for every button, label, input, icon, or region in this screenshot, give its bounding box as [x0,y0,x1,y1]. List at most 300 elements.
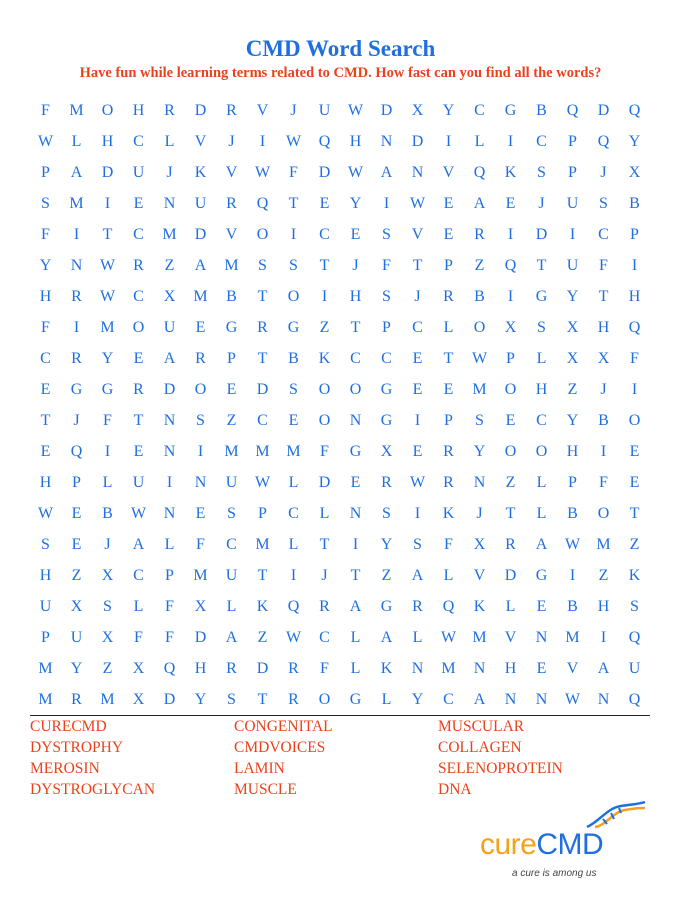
grid-letter: J [321,567,328,584]
grid-letter: A [411,567,424,584]
grid-letter: Z [319,319,330,336]
grid-letter: O [287,288,300,305]
grid-letter: S [289,257,298,274]
grid-letter: I [631,381,638,398]
grid-row [30,591,650,622]
grid-letter: O [318,412,331,429]
grid-letter: J [600,164,607,181]
grid-letter: I [73,226,80,243]
grid-letter: Y [411,691,424,708]
grid-letter: L [319,505,330,522]
grid-letter: Q [318,133,331,150]
grid-letter: D [411,133,424,150]
grid-letter: Q [473,164,486,181]
grid-letter: S [41,195,50,212]
grid-letter: T [257,567,268,584]
grid-letter: M [255,536,270,553]
grid-letter: P [444,257,453,274]
grid-letter: L [133,598,144,615]
grid-letter: I [290,226,297,243]
grid-letter: X [473,536,486,553]
grid-letter: I [259,133,266,150]
grid-row [30,684,650,715]
grid-letter: Q [566,102,579,119]
grid-letter: G [380,381,393,398]
grid-letter: M [596,536,611,553]
grid-letter: E [40,381,51,398]
grid-letter: T [40,412,51,429]
grid-letter: R [474,226,485,243]
grid-letter: F [320,443,329,460]
grid-row [30,405,650,436]
grid-letter: R [133,381,144,398]
grid-letter: Y [473,443,486,460]
grid-letter: K [504,164,517,181]
grid-letter: H [566,443,579,460]
grid-letter: N [194,474,207,491]
grid-letter: E [71,505,82,522]
grid-letter: D [256,381,269,398]
grid-letter: G [535,288,548,305]
grid-letter: I [383,195,390,212]
grid-letter: Q [628,629,641,646]
grid-letter: C [133,226,144,243]
grid-letter: P [630,226,639,243]
grid-letter: D [256,660,269,677]
grid-letter: F [41,102,50,119]
grid-letter: S [382,288,391,305]
word-list-item: CMDVOICES [234,739,326,756]
grid-letter: H [504,660,517,677]
word-list-item: MEROSIN [30,760,100,777]
grid-letter: B [474,288,485,305]
grid-letter: F [599,257,608,274]
grid-letter: W [347,164,364,181]
grid-letter: A [70,164,83,181]
grid-row [30,219,650,250]
word-list-item: MUSCLE [234,781,297,798]
grid-letter: N [411,660,424,677]
grid-letter: I [414,412,421,429]
grid-letter: Y [70,660,83,677]
grid-letter: O [597,505,610,522]
grid-letter: Z [505,474,516,491]
grid-letter: I [414,505,421,522]
grid-letter: X [101,567,114,584]
grid-letter: P [568,133,577,150]
grid-letter: Q [504,257,517,274]
grid-letter: M [162,226,177,243]
grid-letter: W [409,474,426,491]
grid-letter: H [349,133,362,150]
grid-letter: O [535,443,548,460]
grid-letter: W [440,629,457,646]
grid-letter: W [254,474,271,491]
grid-letter: W [37,133,54,150]
grid-letter: J [290,102,297,119]
grid-letter: U [70,629,83,646]
grid-letter: Y [380,536,393,553]
grid-letter: D [101,164,114,181]
grid-row [30,498,650,529]
grid-letter: E [412,350,423,367]
grid-letter: G [535,567,548,584]
grid-letter: Y [349,195,362,212]
grid-letter: T [257,691,268,708]
grid-letter: F [630,350,639,367]
grid-letter: N [473,660,486,677]
grid-letter: C [133,288,144,305]
grid-letter: O [504,443,517,460]
grid-letter: T [629,505,640,522]
grid-letter: C [598,226,609,243]
grid-letter: N [411,164,424,181]
grid-letter: M [286,443,301,460]
grid-letter: U [566,195,579,212]
grid-letter: J [352,257,359,274]
grid-letter: G [225,319,238,336]
grid-letter: I [197,443,204,460]
grid-letter: L [226,598,237,615]
grid-letter: L [350,629,361,646]
grid-letter: E [629,474,640,491]
grid-letter: D [535,226,548,243]
grid-letter: A [380,164,393,181]
page-title: CMD Word Search [245,36,436,61]
grid-letter: E [505,412,516,429]
grid-letter: S [227,691,236,708]
grid-letter: P [227,350,236,367]
grid-letter: W [130,505,147,522]
grid-letter: F [165,598,174,615]
grid-letter: Q [628,319,641,336]
grid-letter: F [289,164,298,181]
grid-letter: U [225,474,238,491]
grid-letter: W [409,195,426,212]
grid-letter: K [628,567,641,584]
grid-letter: R [443,443,454,460]
grid-letter: D [318,474,331,491]
grid-letter: U [318,102,331,119]
grid-letter: T [443,350,454,367]
grid-letter: Q [287,598,300,615]
grid-row [30,622,650,653]
grid-letter: S [630,598,639,615]
grid-letter: E [133,443,144,460]
grid-letter: U [163,319,176,336]
word-list-item: COLLAGEN [438,739,522,756]
grid-letter: Z [71,567,82,584]
grid-letter: A [225,629,238,646]
grid-letter: H [101,133,114,150]
grid-letter: E [350,474,361,491]
grid-letter: K [380,660,393,677]
grid-letter: R [226,102,237,119]
grid-letter: U [194,195,207,212]
grid-row [30,467,650,498]
grid-letter: B [226,288,237,305]
grid-letter: N [504,691,517,708]
grid-letter: H [194,660,207,677]
grid-row [30,250,650,281]
grid-letter: D [163,691,176,708]
divider [30,715,650,716]
grid-letter: Y [39,257,52,274]
grid-letter: N [349,412,362,429]
grid-letter: J [414,288,421,305]
grid-letter: M [69,102,84,119]
grid-letter: R [412,598,423,615]
grid-letter: Z [598,567,609,584]
grid-letter: I [104,195,111,212]
grid-letter: M [193,288,208,305]
grid-letter: S [382,505,391,522]
grid-letter: L [381,691,392,708]
grid-row [30,529,650,560]
grid-letter: W [471,350,488,367]
grid-letter: N [70,257,83,274]
grid-letter: O [349,381,362,398]
grid-letter: P [41,629,50,646]
grid-letter: H [39,567,52,584]
grid-letter: X [70,598,83,615]
grid-letter: X [194,598,207,615]
grid-letter: F [599,474,608,491]
logo-tagline: a cure is among us [512,868,597,879]
grid-letter: L [102,474,113,491]
grid-letter: Z [567,381,578,398]
grid-letter: X [380,443,393,460]
grid-letter: I [321,288,328,305]
grid-letter: B [288,350,299,367]
grid-letter: N [535,691,548,708]
grid-letter: X [132,660,145,677]
grid-letter: U [132,474,145,491]
dna-helix-icon [585,800,647,830]
grid-letter: D [194,102,207,119]
grid-letter: T [257,288,268,305]
grid-letter: H [535,381,548,398]
grid-letter: P [258,505,267,522]
grid-letter: D [504,567,517,584]
grid-letter: X [628,164,641,181]
grid-letter: W [285,629,302,646]
grid-letter: H [39,288,52,305]
grid-letter: N [535,629,548,646]
grid-letter: P [506,350,515,367]
grid-letter: T [319,536,330,553]
grid-letter: G [349,443,362,460]
grid-letter: Z [164,257,175,274]
grid-letter: A [349,598,362,615]
grid-letter: V [225,226,238,243]
grid-letter: C [381,350,392,367]
grid-letter: W [564,536,581,553]
grid-letter: R [443,288,454,305]
grid-letter: V [225,164,238,181]
grid-row [30,436,650,467]
grid-row [30,281,650,312]
grid-letter: E [195,505,206,522]
grid-letter: E [133,195,144,212]
grid-letter: O [318,691,331,708]
grid-letter: J [228,133,235,150]
grid-letter: O [256,226,269,243]
grid-letter: E [350,226,361,243]
grid-letter: L [288,536,299,553]
grid-letter: W [564,691,581,708]
grid-letter: X [504,319,517,336]
grid-letter: R [133,257,144,274]
grid-letter: C [443,691,454,708]
grid-letter: E [443,381,454,398]
grid-letter: K [194,164,207,181]
grid-letter: B [102,505,113,522]
grid-letter: E [536,660,547,677]
grid-letter: Z [629,536,640,553]
grid-letter: A [473,195,486,212]
grid-letter: I [507,288,514,305]
grid-letter: C [412,319,423,336]
grid-letter: O [132,319,145,336]
grid-letter: O [101,102,114,119]
grid-letter: J [104,536,111,553]
grid-letter: O [318,381,331,398]
grid-letter: P [568,164,577,181]
grid-letter: G [287,319,300,336]
curecmd-logo [480,800,650,890]
grid-letter: B [567,598,578,615]
grid-letter: M [472,381,487,398]
grid-letter: Q [256,195,269,212]
grid-letter: I [600,443,607,460]
grid-letter: R [288,691,299,708]
grid-letter: T [536,257,547,274]
grid-letter: S [537,319,546,336]
grid-letter: M [224,443,239,460]
grid-letter: M [472,629,487,646]
grid-letter: E [505,195,516,212]
grid-letter: W [37,505,54,522]
grid-letter: L [536,474,547,491]
grid-row [30,157,650,188]
grid-letter: J [166,164,173,181]
grid-letter: R [71,350,82,367]
grid-letter: Z [102,660,113,677]
grid-letter: P [41,164,50,181]
grid-letter: Y [566,288,579,305]
grid-letter: B [567,505,578,522]
grid-letter: C [319,226,330,243]
grid-letter: O [628,412,641,429]
word-list-item: SELENOPROTEIN [438,760,563,777]
grid-letter: D [163,381,176,398]
grid-letter: G [380,412,393,429]
word-list-item: DYSTROGLYCAN [30,781,156,798]
grid-row [30,188,650,219]
grid-row [30,560,650,591]
page-subtitle: Have fun while learning terms related to CMD. How fast can you find all the words? [79,65,602,81]
grid-letter: I [445,133,452,150]
grid-letter: G [380,598,393,615]
grid-letter: E [412,381,423,398]
grid-letter: D [597,102,610,119]
grid-letter: Q [442,598,455,615]
grid-letter: R [381,474,392,491]
grid-letter: M [565,629,580,646]
grid-letter: H [597,598,610,615]
grid-letter: T [133,412,144,429]
grid-letter: Q [163,660,176,677]
grid-letter: C [40,350,51,367]
grid-letter: G [70,381,83,398]
grid-letter: S [382,226,391,243]
grid-letter: N [163,412,176,429]
grid-letter: L [536,505,547,522]
grid-letter: C [350,350,361,367]
grid-letter: S [258,257,267,274]
grid-letter: Z [381,567,392,584]
word-list-item: DYSTROPHY [30,739,124,756]
grid-letter: R [71,288,82,305]
grid-letter: E [443,226,454,243]
grid-letter: A [535,536,548,553]
grid-letter: A [163,350,176,367]
grid-letter: U [566,257,579,274]
grid-letter: N [597,691,610,708]
grid-letter: A [132,536,145,553]
grid-letter: C [226,536,237,553]
grid-letter: I [569,567,576,584]
grid-letter: X [132,691,145,708]
grid-letter: E [536,598,547,615]
grid-letter: L [164,133,175,150]
grid-letter: K [442,505,455,522]
grid-letter: A [380,629,393,646]
grid-letter: Q [70,443,83,460]
grid-letter: G [101,381,114,398]
grid-letter: F [196,536,205,553]
grid-letter: L [350,660,361,677]
grid-letter: X [101,629,114,646]
grid-letter: I [507,133,514,150]
grid-letter: L [412,629,423,646]
grid-letter: L [71,133,82,150]
grid-letter: Z [226,412,237,429]
grid-letter: U [628,660,641,677]
grid-letter: E [40,443,51,460]
grid-letter: K [318,350,331,367]
grid-letter: C [474,102,485,119]
grid-letter: E [226,381,237,398]
grid-letter: R [71,691,82,708]
grid-letter: S [289,381,298,398]
grid-letter: V [194,133,207,150]
grid-letter: O [504,381,517,398]
grid-letter: X [566,319,579,336]
grid-letter: B [536,102,547,119]
logo-text [480,828,603,862]
grid-letter: L [443,567,454,584]
grid-letter: E [133,350,144,367]
grid-letter: O [473,319,486,336]
word-list-item: MUSCULAR [438,718,525,735]
grid-letter: K [473,598,486,615]
grid-letter: C [257,412,268,429]
grid-letter: X [566,350,579,367]
grid-letter: I [631,257,638,274]
grid-letter: B [629,195,640,212]
